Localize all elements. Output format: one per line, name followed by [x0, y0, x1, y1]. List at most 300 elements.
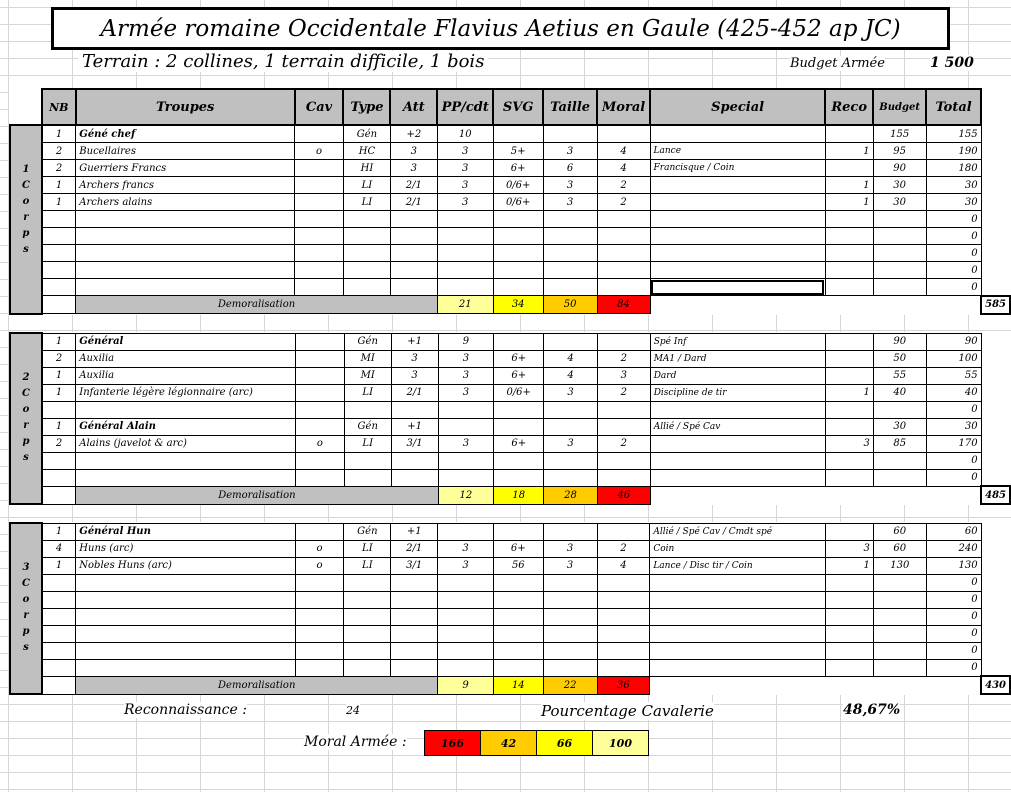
cell-taille[interactable]: [543, 211, 597, 228]
cell-type[interactable]: [344, 659, 391, 676]
cavalry-value[interactable]: 48,67%: [843, 702, 901, 718]
blank-cell[interactable]: [42, 296, 76, 314]
cell-nb[interactable]: 1: [42, 523, 76, 540]
cell-att[interactable]: 2/1: [390, 177, 437, 194]
cell-type[interactable]: [343, 211, 390, 228]
cell-reco[interactable]: [825, 245, 873, 262]
column-header[interactable]: Moral: [597, 89, 650, 125]
cell-reco[interactable]: [826, 608, 874, 625]
cell-budget[interactable]: [873, 228, 926, 245]
cell-ppcdt[interactable]: 3: [438, 367, 494, 384]
cell-budget[interactable]: [873, 608, 926, 625]
cell-reco[interactable]: [826, 625, 874, 642]
cell-type[interactable]: [344, 591, 391, 608]
cell-budget[interactable]: 130: [873, 557, 926, 574]
cell-ppcdt[interactable]: [437, 245, 493, 262]
cell-budget[interactable]: [873, 591, 926, 608]
cell-troupes[interactable]: Général Hun: [76, 523, 295, 540]
cell-taille[interactable]: [543, 245, 597, 262]
cell-budget[interactable]: 90: [873, 160, 926, 177]
cell-att[interactable]: [391, 659, 438, 676]
cell-svg[interactable]: [493, 625, 543, 642]
cell-moral[interactable]: 4: [597, 143, 650, 160]
cell-troupes[interactable]: [76, 245, 295, 262]
cell-type[interactable]: LI: [344, 435, 391, 452]
cell-att[interactable]: 3: [390, 160, 437, 177]
morale-label[interactable]: Moral Armée :: [304, 734, 407, 750]
cell-cav[interactable]: [295, 574, 344, 591]
cell-svg[interactable]: 6+: [494, 350, 544, 367]
cell-svg[interactable]: 6+: [493, 540, 543, 557]
cell-budget[interactable]: [873, 642, 926, 659]
demoralisation-threshold[interactable]: 36: [597, 676, 650, 694]
cell-troupes[interactable]: Alains (javelot & arc): [76, 435, 296, 452]
cell-svg[interactable]: [493, 642, 543, 659]
column-header[interactable]: PP/cdt: [437, 89, 493, 125]
cell-nb[interactable]: [42, 245, 76, 262]
cell-ppcdt[interactable]: [438, 591, 494, 608]
cell-reco[interactable]: [825, 160, 873, 177]
reconnaissance-label[interactable]: Reconnaissance :: [124, 702, 247, 718]
cell-total[interactable]: 0: [926, 642, 981, 659]
cell-att[interactable]: [391, 574, 438, 591]
cell-total[interactable]: 30: [926, 177, 981, 194]
cell-nb[interactable]: [42, 211, 76, 228]
demoralisation-threshold[interactable]: 34: [493, 296, 543, 314]
column-header[interactable]: Budget: [873, 89, 926, 125]
cell-ppcdt[interactable]: 3: [438, 350, 494, 367]
cell-att[interactable]: 2/1: [391, 384, 438, 401]
cell-svg[interactable]: [493, 591, 543, 608]
cell-att[interactable]: [391, 608, 438, 625]
cell-taille[interactable]: [544, 452, 598, 469]
cell-budget[interactable]: 155: [873, 125, 926, 143]
cell-taille[interactable]: 4: [544, 350, 598, 367]
cell-cav[interactable]: [295, 125, 344, 143]
blank-cell[interactable]: [650, 676, 981, 694]
cavalry-label[interactable]: Pourcentage Cavalerie: [541, 702, 714, 720]
cell-type[interactable]: [344, 401, 391, 418]
cell-budget[interactable]: 40: [873, 384, 926, 401]
cell-type[interactable]: [344, 452, 391, 469]
cell-total[interactable]: 90: [926, 333, 981, 350]
cell-ppcdt[interactable]: 3: [437, 177, 493, 194]
cell-total[interactable]: 60: [926, 523, 981, 540]
cell-type[interactable]: LI: [343, 177, 390, 194]
cell-ppcdt[interactable]: 3: [438, 557, 494, 574]
cell-nb[interactable]: 2: [42, 160, 76, 177]
cell-taille[interactable]: [544, 418, 598, 435]
cell-moral[interactable]: [597, 608, 650, 625]
cell-att[interactable]: [391, 469, 438, 486]
cell-special[interactable]: Coin: [650, 540, 826, 557]
cell-troupes[interactable]: Bucellaires: [76, 143, 295, 160]
cell-ppcdt[interactable]: [438, 608, 494, 625]
cell-moral[interactable]: 2: [597, 194, 650, 211]
cell-reco[interactable]: [825, 262, 873, 279]
cell-taille[interactable]: [544, 469, 598, 486]
cell-special[interactable]: [650, 452, 825, 469]
cell-type[interactable]: Gén: [344, 523, 391, 540]
morale-cell[interactable]: 100: [593, 731, 649, 756]
cell-nb[interactable]: [42, 608, 76, 625]
cell-special[interactable]: [650, 608, 826, 625]
cell-moral[interactable]: [597, 401, 650, 418]
cell-ppcdt[interactable]: 3: [437, 143, 493, 160]
cell-type[interactable]: [344, 625, 391, 642]
cell-type[interactable]: HC: [343, 143, 390, 160]
cell-special[interactable]: [650, 659, 826, 676]
cell-troupes[interactable]: Général Alain: [76, 418, 296, 435]
cell-taille[interactable]: [543, 125, 597, 143]
cell-ppcdt[interactable]: 3: [437, 194, 493, 211]
cell-special[interactable]: Dard: [650, 367, 825, 384]
cell-type[interactable]: MI: [344, 350, 391, 367]
column-header[interactable]: Taille: [543, 89, 597, 125]
cell-moral[interactable]: [597, 125, 650, 143]
cell-cav[interactable]: o: [295, 143, 344, 160]
cell-svg[interactable]: [493, 262, 543, 279]
demoralisation-threshold[interactable]: 21: [437, 296, 493, 314]
cell-total[interactable]: 0: [926, 279, 981, 296]
demoralisation-label[interactable]: Demoralisation: [76, 296, 437, 314]
cell-taille[interactable]: 6: [543, 160, 597, 177]
cell-taille[interactable]: [543, 523, 597, 540]
cell-att[interactable]: 3: [390, 143, 437, 160]
cell-nb[interactable]: [42, 591, 76, 608]
cell-nb[interactable]: 1: [42, 557, 76, 574]
cell-total[interactable]: 0: [926, 211, 981, 228]
column-header[interactable]: NB: [42, 89, 76, 125]
cell-taille[interactable]: [543, 642, 597, 659]
cell-total[interactable]: 155: [926, 125, 981, 143]
cell-troupes[interactable]: Général: [76, 333, 296, 350]
cell-svg[interactable]: [493, 523, 543, 540]
cell-total[interactable]: 0: [926, 228, 981, 245]
cell-total[interactable]: 0: [926, 591, 981, 608]
cell-total[interactable]: 30: [926, 194, 981, 211]
cell-type[interactable]: HI: [343, 160, 390, 177]
cell-special[interactable]: [650, 245, 825, 262]
demoralisation-threshold[interactable]: 9: [438, 676, 494, 694]
corps-total[interactable]: 485: [981, 486, 1010, 504]
cell-reco[interactable]: [826, 350, 874, 367]
cell-cav[interactable]: o: [295, 540, 344, 557]
cell-att[interactable]: 3/1: [391, 435, 438, 452]
cell-reco[interactable]: [826, 523, 874, 540]
cell-troupes[interactable]: Archers francs: [76, 177, 295, 194]
demoralisation-label[interactable]: Demoralisation: [76, 486, 438, 504]
cell-reco[interactable]: [825, 125, 873, 143]
cell-total[interactable]: 180: [926, 160, 981, 177]
corps-total[interactable]: 585: [981, 296, 1010, 314]
cell-att[interactable]: [391, 452, 438, 469]
cell-troupes[interactable]: [76, 401, 296, 418]
cell-svg[interactable]: [493, 211, 543, 228]
cell-special[interactable]: Allié / Spé Cav: [650, 418, 825, 435]
cell-troupes[interactable]: [76, 211, 295, 228]
cell-svg[interactable]: [493, 125, 543, 143]
column-header[interactable]: Type: [343, 89, 390, 125]
cell-troupes[interactable]: [76, 642, 295, 659]
cell-budget[interactable]: [873, 279, 926, 296]
cell-taille[interactable]: [544, 401, 598, 418]
cell-special[interactable]: [650, 401, 825, 418]
cell-taille[interactable]: 3: [544, 435, 598, 452]
cell-type[interactable]: MI: [344, 367, 391, 384]
cell-nb[interactable]: 1: [42, 177, 76, 194]
cell-reco[interactable]: [826, 452, 874, 469]
cell-budget[interactable]: [873, 401, 926, 418]
cell-troupes[interactable]: [76, 591, 295, 608]
cell-special[interactable]: Spé Inf: [650, 333, 825, 350]
cell-att[interactable]: 3/1: [391, 557, 438, 574]
cell-moral[interactable]: 2: [597, 350, 650, 367]
cell-moral[interactable]: 4: [597, 160, 650, 177]
cell-type[interactable]: [343, 262, 390, 279]
cell-nb[interactable]: 1: [42, 333, 76, 350]
cell-special[interactable]: [650, 177, 825, 194]
cell-svg[interactable]: [494, 401, 544, 418]
cell-taille[interactable]: [543, 608, 597, 625]
cell-ppcdt[interactable]: [438, 418, 494, 435]
cell-taille[interactable]: [543, 262, 597, 279]
cell-moral[interactable]: [597, 211, 650, 228]
cell-moral[interactable]: [597, 625, 650, 642]
cell-moral[interactable]: 2: [597, 435, 650, 452]
cell-reco[interactable]: [826, 367, 874, 384]
cell-reco[interactable]: [826, 642, 874, 659]
cell-svg[interactable]: 6+: [493, 160, 543, 177]
cell-troupes[interactable]: [76, 625, 295, 642]
morale-cell[interactable]: 42: [481, 731, 537, 756]
cell-ppcdt[interactable]: [438, 625, 494, 642]
cell-att[interactable]: 3: [391, 350, 438, 367]
cell-type[interactable]: [343, 245, 390, 262]
cell-special[interactable]: Lance: [650, 143, 825, 160]
cell-budget[interactable]: [873, 625, 926, 642]
cell-special[interactable]: Discipline de tir: [650, 384, 825, 401]
cell-cav[interactable]: [295, 625, 344, 642]
cell-type[interactable]: Gén: [344, 418, 391, 435]
cell-troupes[interactable]: [76, 608, 295, 625]
cell-cav[interactable]: [295, 523, 344, 540]
cell-total[interactable]: 0: [926, 452, 981, 469]
cell-troupes[interactable]: Auxilia: [76, 350, 296, 367]
cell-taille[interactable]: [543, 279, 597, 296]
cell-budget[interactable]: 85: [873, 435, 926, 452]
cell-moral[interactable]: [597, 574, 650, 591]
cell-cav[interactable]: [295, 160, 344, 177]
cell-att[interactable]: [390, 279, 437, 296]
cell-special[interactable]: Francisque / Coin: [650, 160, 825, 177]
cell-special[interactable]: Lance / Disc tir / Coin: [650, 557, 826, 574]
cell-att[interactable]: [391, 591, 438, 608]
cell-special[interactable]: [650, 125, 825, 143]
cell-ppcdt[interactable]: [438, 574, 494, 591]
cell-cav[interactable]: [295, 659, 344, 676]
cell-budget[interactable]: 95: [873, 143, 926, 160]
cell-ppcdt[interactable]: [437, 228, 493, 245]
cell-cav[interactable]: [295, 608, 344, 625]
cell-ppcdt[interactable]: [437, 279, 493, 296]
cell-troupes[interactable]: Auxilia: [76, 367, 296, 384]
cell-taille[interactable]: 3: [544, 384, 598, 401]
cell-nb[interactable]: [42, 228, 76, 245]
cell-type[interactable]: [344, 574, 391, 591]
cell-svg[interactable]: [494, 418, 544, 435]
cell-nb[interactable]: [42, 401, 76, 418]
cell-cav[interactable]: [295, 177, 344, 194]
cell-budget[interactable]: [873, 659, 926, 676]
cell-total[interactable]: 0: [926, 262, 981, 279]
cell-moral[interactable]: [597, 279, 650, 296]
cell-nb[interactable]: 2: [42, 143, 76, 160]
cell-troupes[interactable]: [76, 452, 296, 469]
cell-moral[interactable]: [597, 642, 650, 659]
cell-cav[interactable]: [296, 401, 345, 418]
cell-moral[interactable]: 2: [597, 540, 650, 557]
cell-reco[interactable]: [826, 574, 874, 591]
cell-cav[interactable]: [295, 228, 344, 245]
column-header[interactable]: SVG: [493, 89, 543, 125]
demoralisation-threshold[interactable]: 84: [597, 296, 650, 314]
cell-taille[interactable]: 3: [543, 177, 597, 194]
corps-label[interactable]: [10, 333, 42, 504]
corps-label[interactable]: [10, 523, 42, 694]
cell-svg[interactable]: 6+: [494, 367, 544, 384]
cell-special[interactable]: [650, 642, 826, 659]
cell-nb[interactable]: [42, 574, 76, 591]
cell-special[interactable]: [650, 469, 825, 486]
cell-att[interactable]: [390, 228, 437, 245]
cell-troupes[interactable]: Guerriers Francs: [76, 160, 295, 177]
morale-cell[interactable]: 66: [537, 731, 593, 756]
cell-special[interactable]: [650, 279, 825, 296]
cell-att[interactable]: 2/1: [390, 194, 437, 211]
cell-nb[interactable]: [42, 642, 76, 659]
cell-total[interactable]: 0: [926, 659, 981, 676]
demoralisation-threshold[interactable]: 50: [543, 296, 597, 314]
cell-moral[interactable]: 2: [597, 384, 650, 401]
cell-reco[interactable]: 1: [825, 143, 873, 160]
cell-total[interactable]: 30: [926, 418, 981, 435]
cell-ppcdt[interactable]: [437, 211, 493, 228]
cell-nb[interactable]: [42, 625, 76, 642]
cell-taille[interactable]: 3: [543, 540, 597, 557]
cell-total[interactable]: 130: [926, 557, 981, 574]
cell-att[interactable]: +1: [391, 418, 438, 435]
cell-type[interactable]: Gén: [343, 125, 390, 143]
cell-moral[interactable]: [597, 245, 650, 262]
cell-nb[interactable]: 2: [42, 350, 76, 367]
cell-total[interactable]: 240: [926, 540, 981, 557]
cell-total[interactable]: 100: [926, 350, 981, 367]
blank-cell[interactable]: [42, 486, 76, 504]
column-header[interactable]: Total: [926, 89, 981, 125]
cell-special[interactable]: [650, 194, 825, 211]
cell-special[interactable]: Allié / Spé Cav / Cmdt spé: [650, 523, 826, 540]
cell-att[interactable]: [390, 262, 437, 279]
cell-total[interactable]: 0: [926, 625, 981, 642]
cell-cav[interactable]: [296, 418, 345, 435]
cell-reco[interactable]: [826, 591, 874, 608]
cell-svg[interactable]: [493, 279, 543, 296]
cell-budget[interactable]: 90: [873, 333, 926, 350]
cell-total[interactable]: 0: [926, 469, 981, 486]
morale-cell[interactable]: 166: [425, 731, 481, 756]
cell-taille[interactable]: [543, 625, 597, 642]
cell-budget[interactable]: 30: [873, 177, 926, 194]
cell-taille[interactable]: 3: [543, 143, 597, 160]
cell-cav[interactable]: [295, 262, 344, 279]
cell-cav[interactable]: [296, 333, 345, 350]
cell-moral[interactable]: [597, 469, 650, 486]
cell-moral[interactable]: [597, 659, 650, 676]
cell-taille[interactable]: [543, 228, 597, 245]
cell-troupes[interactable]: [76, 279, 295, 296]
cell-att[interactable]: 2/1: [391, 540, 438, 557]
cell-ppcdt[interactable]: 3: [438, 435, 494, 452]
demoralisation-threshold[interactable]: 18: [494, 486, 544, 504]
cell-att[interactable]: [391, 625, 438, 642]
cell-troupes[interactable]: Archers alains: [76, 194, 295, 211]
cell-type[interactable]: [344, 608, 391, 625]
cell-reco[interactable]: [826, 401, 874, 418]
budget-value[interactable]: 1 500: [930, 55, 974, 71]
cell-att[interactable]: [391, 401, 438, 418]
cell-reco[interactable]: [825, 279, 873, 296]
cell-taille[interactable]: 3: [543, 557, 597, 574]
cell-ppcdt[interactable]: 10: [437, 125, 493, 143]
cell-taille[interactable]: [543, 591, 597, 608]
cell-reco[interactable]: 1: [825, 177, 873, 194]
demoralisation-threshold[interactable]: 12: [438, 486, 494, 504]
cell-nb[interactable]: [42, 452, 76, 469]
cell-svg[interactable]: 0/6+: [493, 177, 543, 194]
cell-moral[interactable]: [597, 333, 650, 350]
cell-att[interactable]: [391, 642, 438, 659]
cell-svg[interactable]: 0/6+: [494, 384, 544, 401]
cell-nb[interactable]: 1: [42, 367, 76, 384]
cell-total[interactable]: 55: [926, 367, 981, 384]
cell-cav[interactable]: o: [296, 435, 345, 452]
cell-special[interactable]: [650, 228, 825, 245]
cell-cav[interactable]: [295, 279, 344, 296]
cell-att[interactable]: +1: [391, 333, 438, 350]
cell-moral[interactable]: [597, 228, 650, 245]
cell-nb[interactable]: 1: [42, 384, 76, 401]
cell-cav[interactable]: [296, 452, 345, 469]
cell-reco[interactable]: [825, 228, 873, 245]
cell-budget[interactable]: 30: [873, 194, 926, 211]
cell-budget[interactable]: [873, 262, 926, 279]
cell-nb[interactable]: [42, 469, 76, 486]
corps-total[interactable]: 430: [981, 676, 1010, 694]
cell-total[interactable]: 0: [926, 574, 981, 591]
cell-special[interactable]: [650, 435, 825, 452]
cell-budget[interactable]: 60: [873, 540, 926, 557]
cell-type[interactable]: Gén: [344, 333, 391, 350]
cell-type[interactable]: LI: [344, 384, 391, 401]
cell-cav[interactable]: [296, 350, 345, 367]
cell-troupes[interactable]: [76, 262, 295, 279]
cell-svg[interactable]: 5+: [493, 143, 543, 160]
cell-ppcdt[interactable]: [437, 262, 493, 279]
column-header[interactable]: Att: [390, 89, 437, 125]
cell-ppcdt[interactable]: [438, 642, 494, 659]
cell-nb[interactable]: [42, 262, 76, 279]
